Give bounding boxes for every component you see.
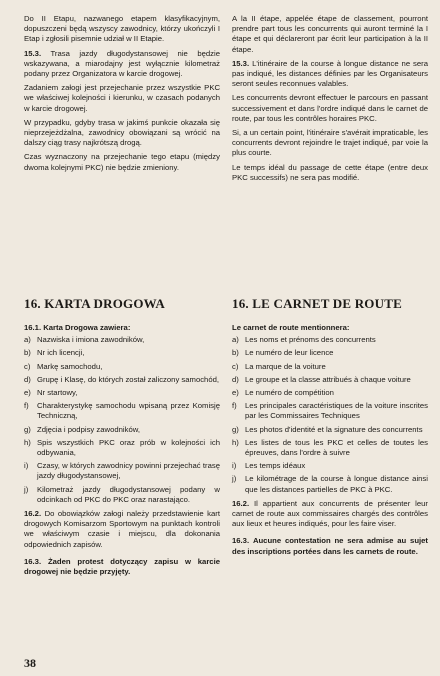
french-section-16 xyxy=(232,296,428,564)
pl-section-15-3 xyxy=(24,49,220,80)
item-text: Markę samochodu, xyxy=(37,361,103,371)
item-text: Nr ich licencji, xyxy=(37,348,85,358)
list-item xyxy=(24,425,220,435)
pl-item-list xyxy=(24,335,220,505)
item-marker: b) xyxy=(232,348,239,358)
pl-top-paragraph-3: Zadaniem załogi jest przejechanie przez wszystkie PKC we właściwej kolejności i kierunku, w czasach podanych w karcie drogowej. xyxy=(24,83,220,113)
pl-16-2-number: 16.2. xyxy=(24,509,42,519)
item-marker: a) xyxy=(24,335,31,345)
fr-top-paragraph-1: A la II étape, appelée étape de classement, pourront prendre part tous les concurrents qui auront terminé la I étape et qui déclareront par écrit leur participation à la II étape. xyxy=(232,14,428,54)
pl-section-16-3 xyxy=(24,557,220,577)
list-item xyxy=(232,388,428,398)
fr-16-2-text: Il appartient aux concurrents de présenter leur carnet de route aux commissaires chargés des contrôles aux lieux et heures indiqués, pour les faire viser. xyxy=(232,498,428,529)
item-marker: h) xyxy=(232,437,239,447)
list-item xyxy=(232,425,428,435)
fr-item-list xyxy=(232,335,428,495)
list-item xyxy=(232,438,428,458)
item-text: Les noms et prénoms des concurrents xyxy=(245,335,376,345)
pl-top-paragraph-1: Do II Etapu, nazwanego etapem klasyfikacyjnym, dopuszczeni będą wszyscy zawodnicy, którzy ukończyli I Etap i zgłosili pisemnie udział w II Etapie. xyxy=(24,14,220,44)
list-item xyxy=(24,461,220,481)
pl-section-16-2 xyxy=(24,509,220,550)
list-item xyxy=(24,438,220,458)
item-text: Le numéro de compétition xyxy=(245,388,334,398)
pl-top-paragraph-5: Czas wyznaczony na przejechanie tego etapu (między dwoma kolejnymi PKC) nie będzie zmieniony. xyxy=(24,152,220,172)
fr-top-paragraph-3: Les concurrents devront effectuer le parcours en passant successivement et dans l'ordre indiqué dans le carnet de route, par tous les contrôles horaires PKC. xyxy=(232,93,428,123)
list-item xyxy=(24,375,220,385)
fr-16-3-text: Aucune contestation ne sera admise au sujet des inscriptions portées dans les carnets de route. xyxy=(232,536,428,556)
item-marker: j) xyxy=(232,474,237,484)
fr-top-paragraph-4: Si, a un certain point, l'itinéraire s'avérait impraticable, les concurrents devront rejoindre le trajet indiqué, par voie la plus courte. xyxy=(232,128,428,158)
list-item xyxy=(24,485,220,505)
pl-15-3-number: 15.3. xyxy=(24,48,42,58)
list-item xyxy=(24,401,220,421)
pl-list-intro: 16.1. Karta Drogowa zawiera: xyxy=(24,323,131,332)
list-item xyxy=(232,362,428,372)
list-item xyxy=(232,401,428,421)
fr-16-2-number: 16.2. xyxy=(232,498,250,508)
item-text: Charakterystykę samochodu wpisaną przez Komisję Techniczną, xyxy=(37,401,220,421)
item-text: Le numéro de leur licence xyxy=(245,348,334,358)
list-item xyxy=(24,348,220,358)
item-marker: a) xyxy=(232,335,239,345)
fr-section-15-3 xyxy=(232,59,428,90)
pl-16-3-text: Żaden protest dotyczący zapisu w karcie drogowej nie będzie przyjęty. xyxy=(24,556,220,577)
fr-section-16-3 xyxy=(232,536,428,556)
fr-top-paragraph-5: Le temps idéal du passage de cette étape (entre deux PKC successifs) ne sera pas modifié. xyxy=(232,162,428,182)
list-item xyxy=(232,474,428,494)
polish-section-16 xyxy=(24,296,220,584)
item-text: Nr startowy, xyxy=(37,388,78,398)
item-marker: e) xyxy=(232,388,239,398)
item-text: Zdjęcia i podpisy zawodników, xyxy=(37,424,140,434)
item-marker: c) xyxy=(232,361,239,371)
item-text: Spis wszystkich PKC oraz prób w kolejności ich odbywania, xyxy=(37,437,220,458)
item-text: Les listes de tous les PKC et celles de toutes les épreuves, dans l'ordre à suivre xyxy=(245,437,428,458)
item-marker: b) xyxy=(24,348,31,358)
item-text: Nazwiska i imiona zawodników, xyxy=(37,335,145,345)
fr-list-intro: Le carnet de route mentionnera: xyxy=(232,323,350,332)
list-item xyxy=(232,461,428,471)
item-marker: c) xyxy=(24,361,31,371)
pl-section-heading: 16. KARTA DROGOWA xyxy=(24,296,166,311)
pl-15-3-text: Trasa jazdy długodystansowej nie będzie wskazywana, a miarodajny jest wyłącznie kilometraż podany przez Organizatora w karcie drogowej. xyxy=(24,48,220,79)
list-item xyxy=(24,362,220,372)
list-item xyxy=(232,375,428,385)
item-marker: g) xyxy=(232,424,239,434)
list-item xyxy=(24,388,220,398)
pl-16-3-number: 16.3. xyxy=(24,556,42,566)
item-text: La marque de la voiture xyxy=(245,361,326,371)
item-marker: e) xyxy=(24,388,31,398)
item-text: Le groupe et la classe attribués à chaque voiture xyxy=(245,374,411,384)
pl-16-2-text: Do obowiązków załogi należy przedstawienie kart drogowych Komisarzom Sportowym na punktach kontroli we właściwym czasie i miejscu, dla dokonania odpowiednich zapisów. xyxy=(24,509,220,549)
item-marker: f) xyxy=(232,401,237,411)
item-marker: d) xyxy=(24,374,31,384)
item-text: Les principales caractéristiques de la voiture inscrites par les Commissaires Techniques xyxy=(245,401,428,421)
french-top-section xyxy=(232,14,428,187)
item-text: Grupę i Klasę, do których został zaliczony samochód, xyxy=(37,374,220,384)
fr-section-heading: 16. LE CARNET DE ROUTE xyxy=(232,296,402,311)
pl-top-paragraph-4: W przypadku, gdyby trasa w jakimś punkcie okazała się nieprzejeżdżalna, zawodnicy obowiązani są wrócić na dalszy ciąg trasy najkrótszą drogą. xyxy=(24,117,220,148)
item-marker: j) xyxy=(24,484,29,494)
list-item xyxy=(232,335,428,345)
list-item xyxy=(232,348,428,358)
item-marker: f) xyxy=(24,401,29,411)
item-marker: g) xyxy=(24,424,31,434)
polish-top-section xyxy=(24,14,220,177)
item-marker: d) xyxy=(232,374,239,384)
item-marker: h) xyxy=(24,437,31,447)
list-item xyxy=(24,335,220,345)
item-text: Czasy, w których zawodnicy powinni przejechać trasę jazdy długodystansowej, xyxy=(37,461,220,481)
item-marker: i) xyxy=(232,461,237,471)
fr-15-3-text: L'itinéraire de la course à longue distance ne sera pas indiqué, les distances définies par les Organisateurs seront seules reconnues valables. xyxy=(232,58,428,89)
fr-16-3-number: 16.3. xyxy=(232,536,250,546)
fr-15-3-number: 15.3. xyxy=(232,58,250,68)
item-text: Kilometraż jazdy długodystansowej podany w odcinkach od PKC do PKC oraz narastająco. xyxy=(37,484,220,504)
item-marker: i) xyxy=(24,461,29,471)
fr-section-16-2 xyxy=(232,499,428,530)
item-text: Les temps idéaux xyxy=(245,461,306,471)
item-text: Les photos d'identité et la signature des concurrents xyxy=(245,424,423,434)
page-number: 38 xyxy=(24,656,36,670)
item-text: Le kilométrage de la course à longue distance ainsi que les distances partielles de PKC à PKC. xyxy=(245,474,428,494)
